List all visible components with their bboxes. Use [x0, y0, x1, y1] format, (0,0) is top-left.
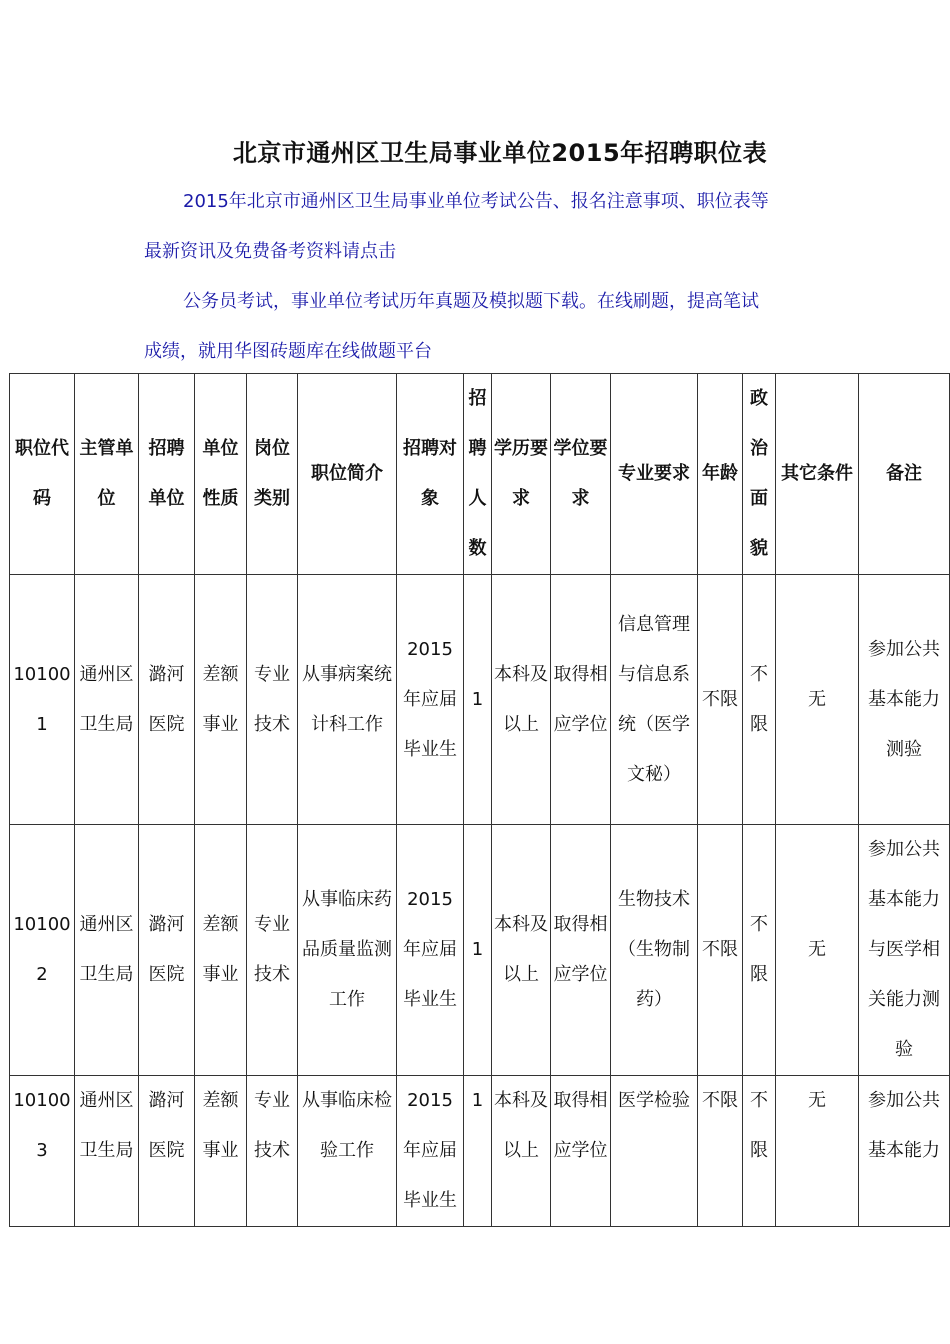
table-cell: 参加公共基本能力与医学相关能力测验 [859, 825, 950, 1076]
promo-line-4[interactable]: 成绩，就用华图砖题库在线做题平台 [144, 341, 432, 362]
table-cell: 2015年应届毕业生 [397, 825, 464, 1076]
table-cell: 1 [464, 825, 492, 1076]
table-cell: 潞河医院 [139, 825, 195, 1076]
header-cell: 其它条件 [776, 374, 859, 575]
header-cell: 招聘人数 [464, 374, 492, 575]
header-cell: 招聘单位 [139, 374, 195, 575]
header-cell: 主管单位 [75, 374, 139, 575]
table-cell: 101001 [10, 575, 75, 825]
table-cell: 取得相应学位 [551, 1076, 611, 1227]
table-cell: 通州区卫生局 [75, 825, 139, 1076]
table-cell: 差额事业 [195, 825, 247, 1076]
table-cell: 101003 [10, 1076, 75, 1227]
table-cell: 专业技术 [247, 825, 298, 1076]
header-cell: 学位要求 [551, 374, 611, 575]
table-cell: 无 [776, 1076, 859, 1227]
table-cell: 取得相应学位 [551, 825, 611, 1076]
table-cell: 专业技术 [247, 575, 298, 825]
table-cell: 1 [464, 575, 492, 825]
position-table [9, 373, 950, 1227]
header-cell: 备注 [859, 374, 950, 575]
table-cell: 2015年应届毕业生 [397, 575, 464, 825]
table-cell: 潞河医院 [139, 1076, 195, 1227]
table-cell: 无 [776, 825, 859, 1076]
table-cell: 101002 [10, 825, 75, 1076]
table-row [10, 1076, 950, 1227]
page-title: 北京市通州区卫生局事业单位2015年招聘职位表 [232, 139, 768, 167]
table-cell: 专业技术 [247, 1076, 298, 1227]
table-cell: 潞河医院 [139, 575, 195, 825]
table-cell: 不限 [743, 1076, 776, 1227]
table-cell: 参加公共基本能力 [859, 1076, 950, 1227]
table-cell: 不限 [743, 575, 776, 825]
table-header-row [10, 374, 950, 575]
header-cell: 专业要求 [611, 374, 698, 575]
promo-line-1[interactable]: 2015年北京市通州区卫生局事业单位考试公告、报名注意事项、职位表等 [183, 191, 769, 212]
table-cell: 差额事业 [195, 1076, 247, 1227]
table-row [10, 575, 950, 825]
table-cell: 不限 [698, 1076, 743, 1227]
table-cell: 1 [464, 1076, 492, 1227]
table-cell: 参加公共基本能力测验 [859, 575, 950, 825]
header-cell: 政治面貌 [743, 374, 776, 575]
table-cell: 通州区卫生局 [75, 1076, 139, 1227]
header-cell: 职位简介 [298, 374, 397, 575]
table-cell: 取得相应学位 [551, 575, 611, 825]
header-cell: 单位性质 [195, 374, 247, 575]
promo-line-3[interactable]: 公务员考试，事业单位考试历年真题及模拟题下载。在线刷题，提高笔试 [183, 291, 759, 312]
table-cell: 本科及以上 [492, 1076, 551, 1227]
table-row [10, 825, 950, 1076]
table-cell: 差额事业 [195, 575, 247, 825]
table-cell: 本科及以上 [492, 825, 551, 1076]
table-cell: 不限 [698, 575, 743, 825]
header-cell: 岗位类别 [247, 374, 298, 575]
table-cell: 医学检验 [611, 1076, 698, 1227]
promo-line-2[interactable]: 最新资讯及免费备考资料请点击 [144, 241, 396, 262]
table-cell: 从事病案统计科工作 [298, 575, 397, 825]
header-cell: 年龄 [698, 374, 743, 575]
table-cell: 不限 [698, 825, 743, 1076]
table-cell: 通州区卫生局 [75, 575, 139, 825]
table-cell: 从事临床检验工作 [298, 1076, 397, 1227]
header-cell: 学历要求 [492, 374, 551, 575]
table-cell: 无 [776, 575, 859, 825]
table-cell: 信息管理与信息系统（医学文秘） [611, 575, 698, 825]
table-cell: 生物技术（生物制药） [611, 825, 698, 1076]
table-cell: 2015年应届毕业生 [397, 1076, 464, 1227]
table-cell: 本科及以上 [492, 575, 551, 825]
table-cell: 从事临床药品质量监测工作 [298, 825, 397, 1076]
table-cell: 不限 [743, 825, 776, 1076]
header-cell: 职位代码 [10, 374, 75, 575]
header-cell: 招聘对象 [397, 374, 464, 575]
